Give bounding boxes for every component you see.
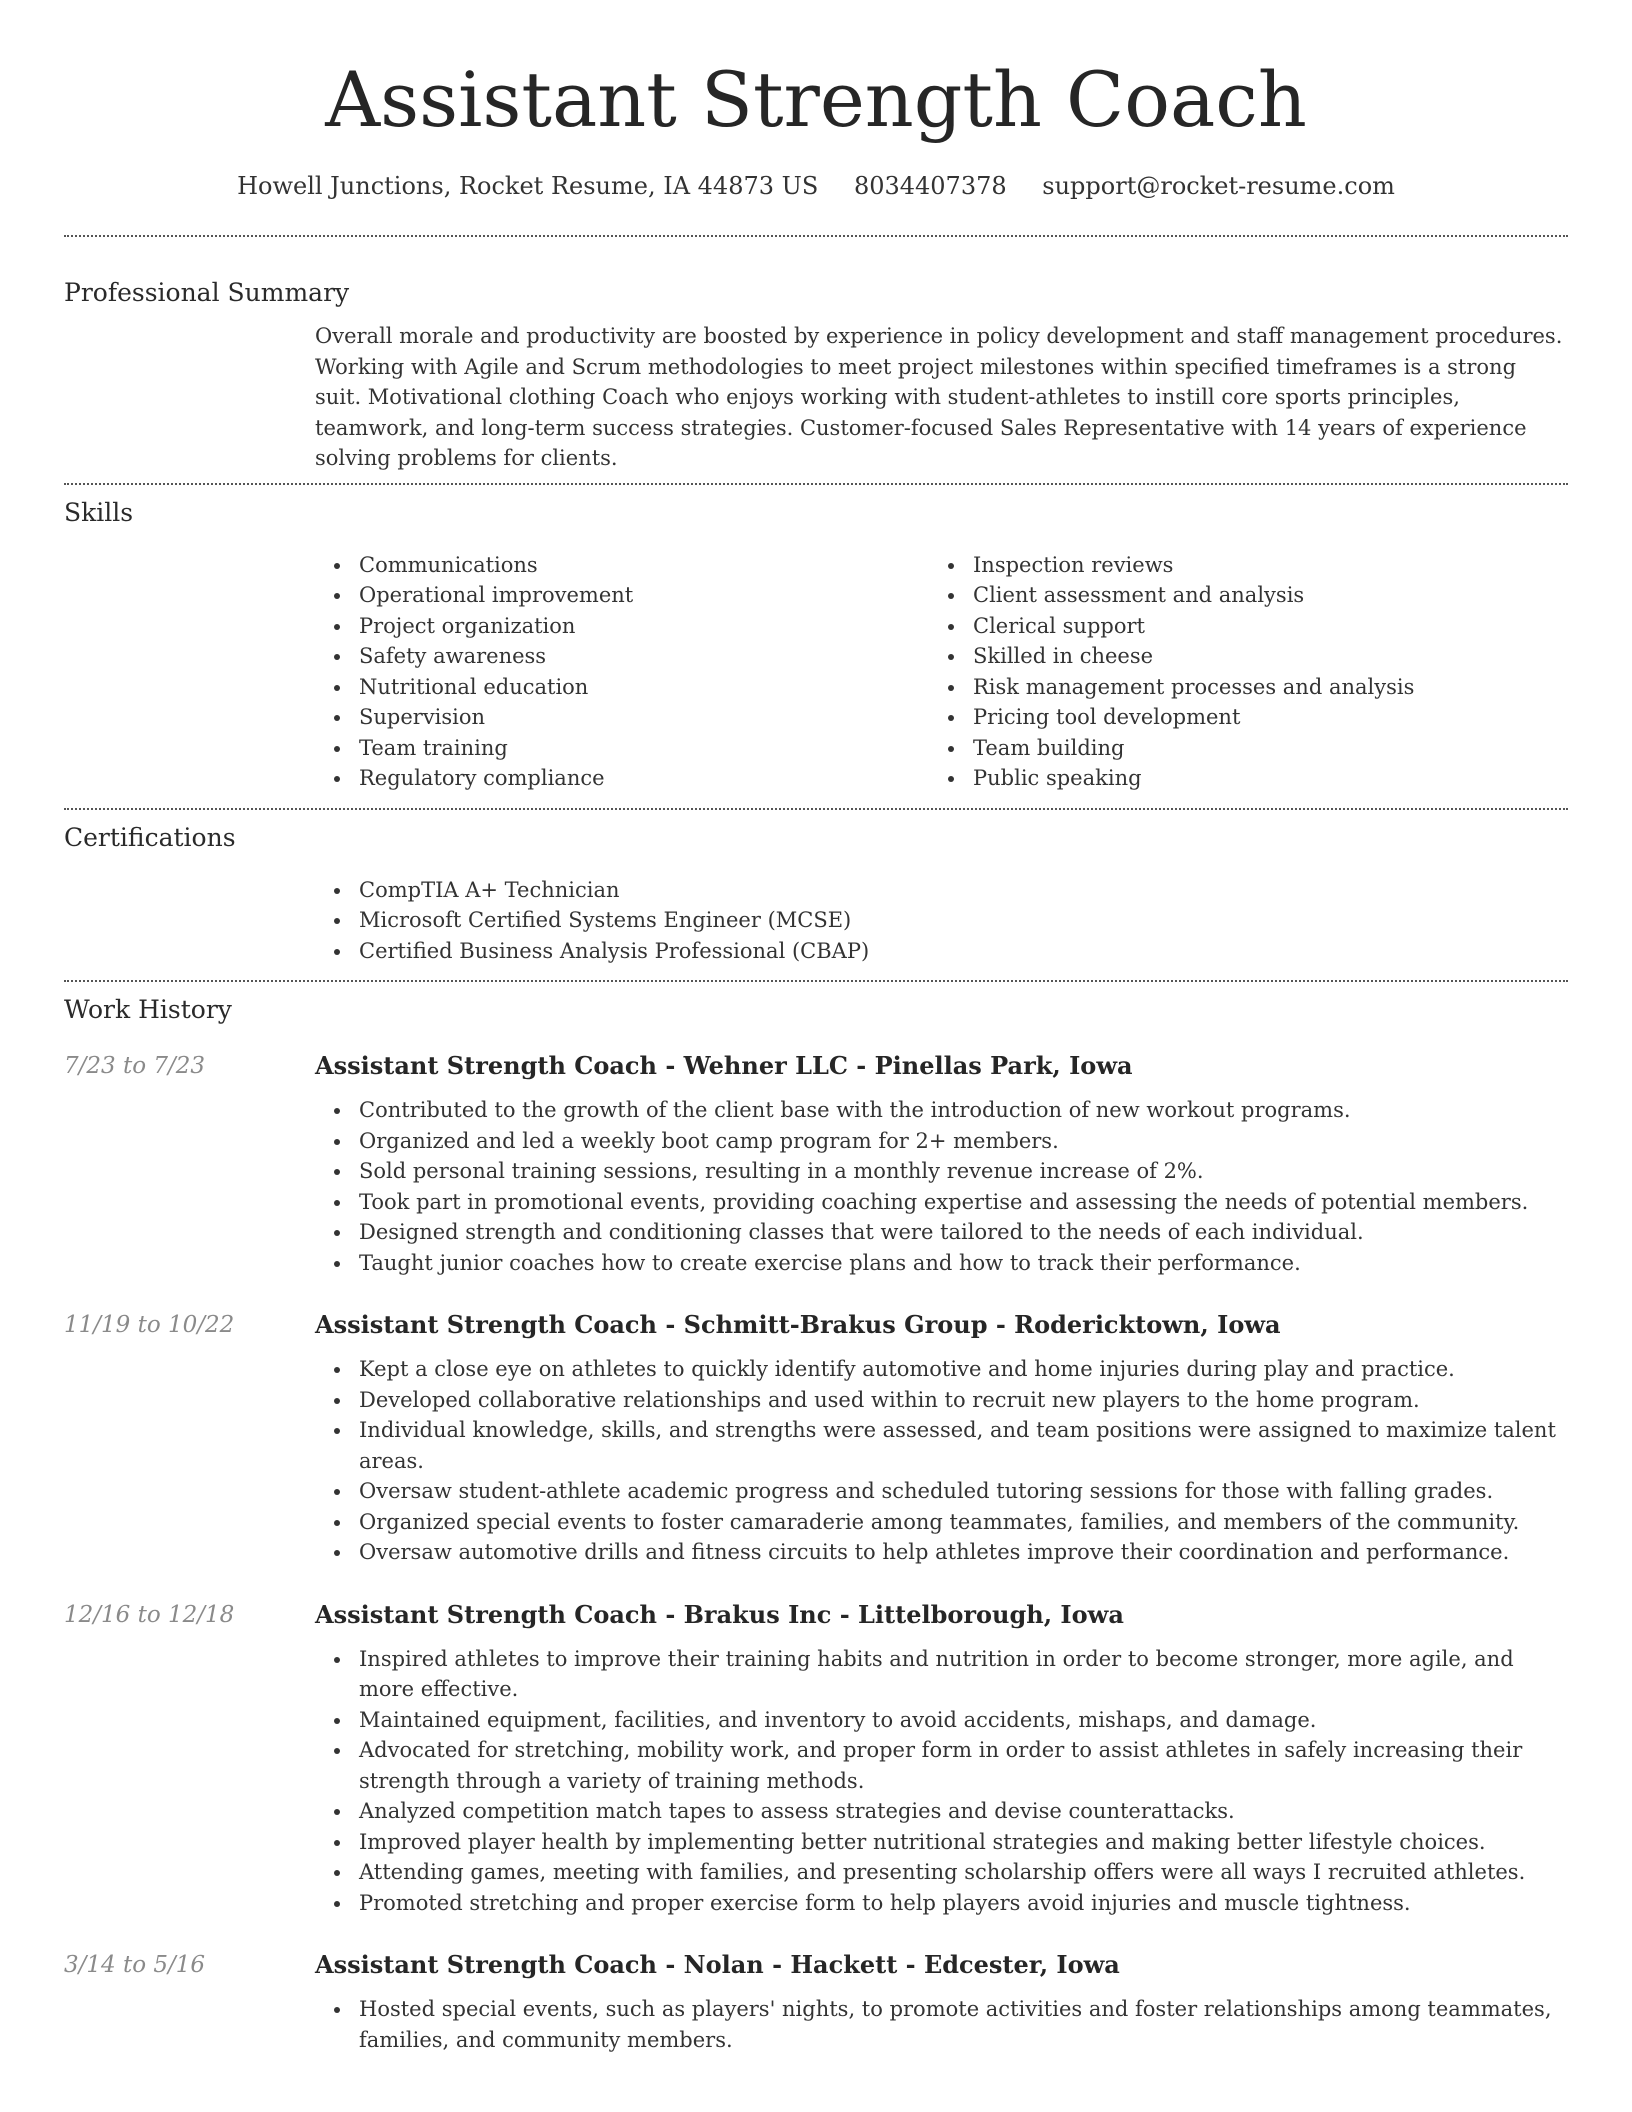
job-dates: 11/19 to 10/22 xyxy=(64,1312,235,1338)
skill-item: Team building xyxy=(929,733,1543,764)
resume-name: Assistant Strength Coach xyxy=(325,55,1307,144)
contact-phone: 8034407378 xyxy=(853,172,1007,200)
job-entry xyxy=(64,1598,1568,1919)
job-bullet: Oversaw automotive drills and fitness circuits to help athletes improve their coordination and performance. xyxy=(315,1537,1568,1568)
job-bullet: Advocated for stretching, mobility work, and proper form in order to assist athletes in safely increasing their strength through a variety of training methods. xyxy=(315,1735,1568,1796)
work-history-section xyxy=(64,993,1568,2055)
job-bullet: Analyzed competition match tapes to assess strategies and devise counterattacks. xyxy=(315,1796,1568,1827)
certification-item: Microsoft Certified Systems Engineer (MCSE) xyxy=(315,905,1568,936)
job-entry xyxy=(64,1948,1568,2055)
divider xyxy=(64,483,1568,485)
certifications-list xyxy=(315,875,1568,967)
skill-item: Team training xyxy=(315,733,929,764)
job-dates: 12/16 to 12/18 xyxy=(64,1601,235,1628)
job-bullet: Oversaw student-athlete academic progress and scheduled tutoring sessions for those with falling grades. xyxy=(315,1476,1568,1507)
skill-item: Supervision xyxy=(315,702,929,733)
job-bullet: Sold personal training sessions, resulting in a monthly revenue increase of 2%. xyxy=(315,1156,1568,1187)
skill-item: Clerical support xyxy=(929,611,1543,642)
job-body xyxy=(315,1598,1568,1919)
job-bullets xyxy=(315,1644,1568,1919)
job-body xyxy=(315,1308,1568,1568)
job-bullet: Kept a close eye on athletes to quickly identify automotive and home injuries during play and practice. xyxy=(315,1354,1568,1385)
skill-item: Public speaking xyxy=(929,763,1543,794)
skill-item: Skilled in cheese xyxy=(929,641,1543,672)
divider xyxy=(64,235,1568,237)
job-dates: 7/23 to 7/23 xyxy=(64,1053,206,1079)
skill-item: Project organization xyxy=(315,611,929,642)
skill-item: Safety awareness xyxy=(315,641,929,672)
work-history-heading: Work History xyxy=(64,995,232,1024)
job-body xyxy=(315,1049,1568,1278)
resume-page xyxy=(64,0,1568,2055)
job-bullet: Took part in promotional events, providing coaching expertise and assessing the needs of potential members. xyxy=(315,1187,1568,1218)
skills-list-right xyxy=(929,550,1543,794)
job-bullet: Developed collaborative relationships and used within to recruit new players to the home program. xyxy=(315,1385,1568,1416)
skill-item: Client assessment and analysis xyxy=(929,580,1543,611)
certifications-heading: Certifications xyxy=(64,822,236,852)
job-bullets xyxy=(315,1994,1568,2055)
job-title: Assistant Strength Coach - Schmitt-Brakus Group - Rodericktown, Iowa xyxy=(315,1310,1281,1339)
job-bullet: Improved player health by implementing better nutritional strategies and making better lifestyle choices. xyxy=(315,1827,1568,1858)
summary-section xyxy=(64,276,1568,474)
skill-item: Inspection reviews xyxy=(929,550,1543,581)
contact-address: Howell Junctions, Rocket Resume, IA 44873 US xyxy=(237,172,819,200)
skills-section xyxy=(64,496,1568,794)
divider xyxy=(64,980,1568,982)
skill-item: Communications xyxy=(315,550,929,581)
job-bullet: Attending games, meeting with families, and presenting scholarship offers were all ways I recruited athletes. xyxy=(315,1857,1568,1888)
job-dates: 3/14 to 5/16 xyxy=(64,1952,206,1978)
job-title: Assistant Strength Coach - Nolan - Hackett - Edcester, Iowa xyxy=(315,1950,1120,1979)
divider xyxy=(64,808,1568,810)
certifications-section xyxy=(64,821,1568,967)
job-bullet: Hosted special events, such as players' nights, to promote activities and foster relationships among teammates, families, and community members. xyxy=(315,1994,1568,2055)
job-bullet: Designed strength and conditioning classes that were tailored to the needs of each individual. xyxy=(315,1217,1568,1248)
skill-item: Risk management processes and analysis xyxy=(929,672,1543,703)
job-bullets xyxy=(315,1095,1568,1278)
certification-item: Certified Business Analysis Professional (CBAP) xyxy=(315,936,1568,967)
skills-grid xyxy=(315,550,1568,794)
certification-item: CompTIA A+ Technician xyxy=(315,875,1568,906)
skill-item: Regulatory compliance xyxy=(315,763,929,794)
skill-item: Nutritional education xyxy=(315,672,929,703)
summary-heading: Professional Summary xyxy=(64,278,350,307)
job-body xyxy=(315,1948,1568,2055)
job-bullet: Contributed to the growth of the client base with the introduction of new workout programs. xyxy=(315,1095,1568,1126)
job-title: Assistant Strength Coach - Brakus Inc - Littelborough, Iowa xyxy=(315,1599,1124,1629)
job-entry xyxy=(64,1308,1568,1568)
job-bullet: Organized and led a weekly boot camp program for 2+ members. xyxy=(315,1126,1568,1157)
skill-item: Operational improvement xyxy=(315,580,929,611)
summary-text: Overall morale and productivity are boosted by experience in policy development and staff management procedures. Working with Agile and Scrum methodologies to meet project milestones within specified timeframes is a strong suit. Motivational clothing Coach who enjoys working with student-athletes to instill core sports principles, teamwork, and long-term success strategies. Customer-focused Sales Representative with 14 years of experience solving problems for clients. xyxy=(315,324,1563,470)
job-bullet: Organized special events to foster camaraderie among teammates, families, and members of the community. xyxy=(315,1507,1568,1538)
contact-email: support@rocket-resume.com xyxy=(1042,172,1395,200)
job-bullet: Inspired athletes to improve their training habits and nutrition in order to become stronger, more agile, and more effective. xyxy=(315,1644,1568,1705)
job-bullet: Taught junior coaches how to create exercise plans and how to track their performance. xyxy=(315,1248,1568,1279)
skills-heading: Skills xyxy=(64,497,134,527)
job-bullet: Promoted stretching and proper exercise form to help players avoid injuries and muscle tightness. xyxy=(315,1888,1568,1919)
skills-list-left xyxy=(315,550,929,794)
job-bullets xyxy=(315,1354,1568,1568)
job-bullet: Maintained equipment, facilities, and inventory to avoid accidents, mishaps, and damage. xyxy=(315,1705,1568,1736)
job-title: Assistant Strength Coach - Wehner LLC - Pinellas Park, Iowa xyxy=(315,1051,1133,1080)
skill-item: Pricing tool development xyxy=(929,702,1543,733)
contact-line xyxy=(64,170,1568,202)
job-bullet: Individual knowledge, skills, and strengths were assessed, and team positions were assigned to maximize talent areas. xyxy=(315,1415,1568,1476)
job-entry xyxy=(64,1049,1568,1278)
